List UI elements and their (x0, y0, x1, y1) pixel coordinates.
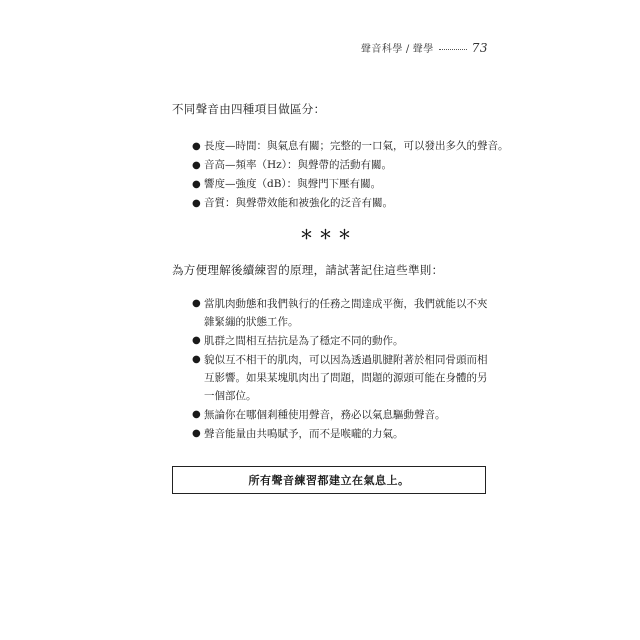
bullet-icon: ● (192, 354, 201, 365)
bullet-icon: ● (192, 335, 201, 346)
callout-box: 所有聲音練習都建立在氣息上。 (172, 466, 486, 494)
list-item (192, 425, 492, 443)
bullet-icon: ● (192, 179, 201, 190)
list-item (192, 406, 492, 424)
list-item-text: 音高—頻率（Hz）：與聲帶的活動有關。 (204, 159, 392, 171)
list-item (192, 295, 492, 331)
section-divider-stars: ＊＊＊ (300, 228, 358, 243)
list-item (192, 137, 509, 156)
bullet-icon: ● (192, 428, 201, 439)
rules-intro-paragraph: 為方便理解後續練習的原理，請試著記住這些準則： (172, 263, 444, 277)
list-item-text: 長度—時間：與氣息有關；完整的一口氣，可以發出多久的聲音。 (204, 140, 509, 152)
list-item-text: 聲音能量由共鳴賦予，而不是喉嚨的力氣。 (204, 428, 404, 440)
header-leader-dots (439, 49, 467, 50)
principles-list (192, 295, 492, 444)
bullet-icon: ● (192, 298, 201, 309)
sound-properties-list (192, 137, 509, 213)
header-section: 聲音科學 (360, 44, 403, 55)
list-item (192, 332, 492, 350)
list-item-text: 響度—強度（dB）：與聲門下壓有關。 (204, 178, 382, 190)
list-item-text: 貌似互不相干的肌肉，可以因為透過肌腱附著於相同骨頭而相互影響。如果某塊肌肉出了問題，問題的源頭可能在身體的另一個部位。 (204, 354, 488, 402)
page-number: 73 (471, 41, 488, 55)
bullet-icon: ● (192, 141, 201, 152)
bullet-icon: ● (192, 198, 201, 209)
list-item-text: 音質：與聲帶效能和被強化的泛音有關。 (204, 197, 393, 209)
list-item-text: 肌群之間相互拮抗是為了穩定不同的動作。 (204, 335, 404, 347)
running-header (361, 40, 488, 55)
list-item-text: 無論你在哪個剎種使用聲音，務必以氣息驅動聲音。 (204, 409, 446, 421)
header-separator: / (405, 44, 410, 55)
list-item (192, 175, 502, 194)
list-item (192, 156, 502, 175)
bullet-icon: ● (192, 160, 201, 171)
bullet-icon: ● (192, 409, 201, 420)
header-subsection: 聲學 (412, 44, 434, 55)
list-item-text: 當肌肉動態和我們執行的任務之間達成平衡，我們就能以不夾雜緊繃的狀態工作。 (204, 298, 488, 328)
intro-paragraph: 不同聲音由四種項目做區分： (172, 102, 326, 116)
list-item (192, 351, 492, 405)
list-item (192, 194, 502, 213)
